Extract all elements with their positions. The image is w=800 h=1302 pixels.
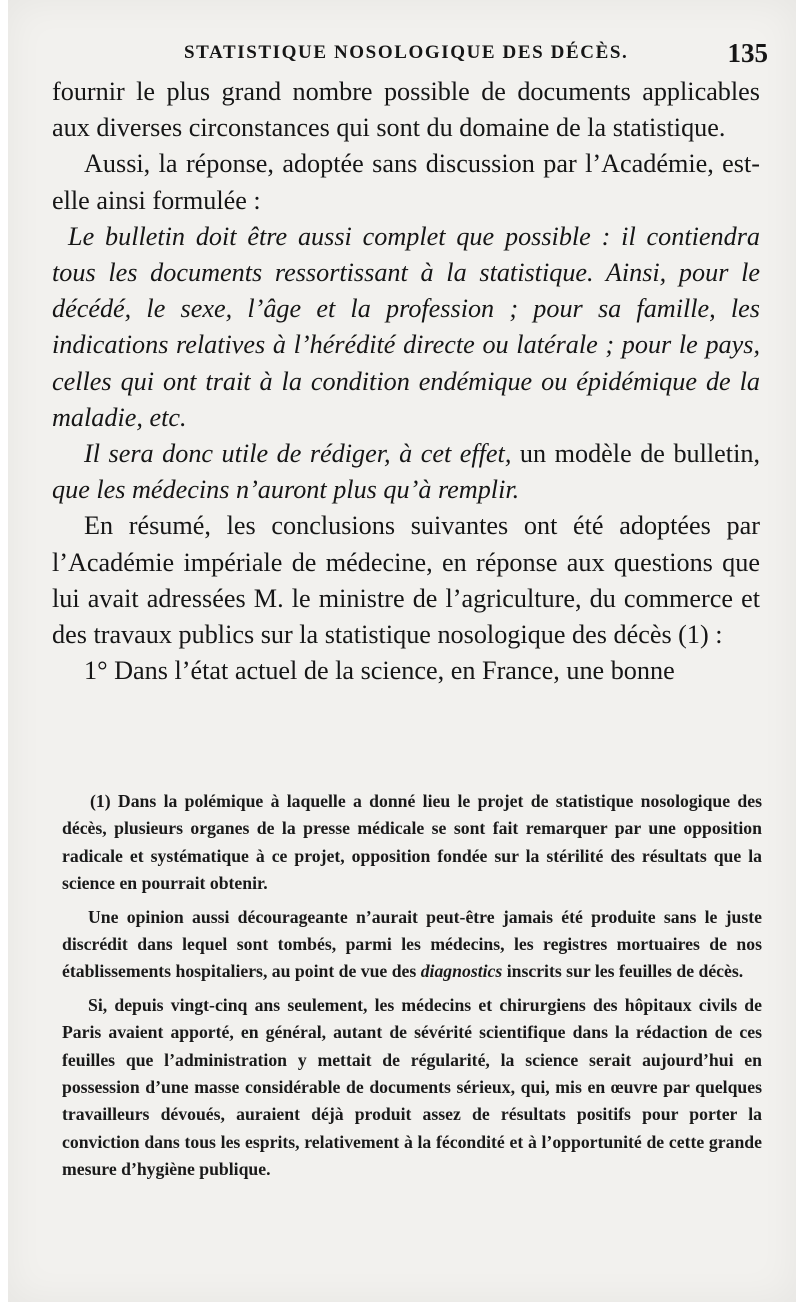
page-number: 135 (727, 38, 768, 68)
italic-phrase-rediger: Il sera donc utile de rédiger, à cet effet, (84, 439, 512, 469)
running-title: STATISTIQUE NOSOLOGIQUE DES DÉCÈS. (184, 42, 629, 63)
main-text (52, 74, 760, 689)
paragraph-conclusion-one: 1° Dans l’état actuel de la science, en France, une bonne (84, 656, 675, 686)
running-head (54, 38, 768, 68)
paragraph-modele-bulletin (52, 436, 760, 508)
footnote-opinion-end: inscrits sur les feuilles de décès. (502, 961, 744, 982)
paragraph-resume: En résumé, les conclusions suivantes ont été adoptées par l’Académie impériale de médecine, en réponse aux questions que lui avait adressées M. le ministre de l’agriculture, du commerce et des travaux publics sur la statistique nosologique des décès (1) : (52, 511, 760, 650)
book-page (8, 0, 796, 1302)
paragraph-continuation: fournir le plus grand nombre possible de documents applicables aux diverses circonstances qui sont du domaine de la statistique. (52, 77, 760, 143)
footnote-paragraph-hopitaux: Si, depuis vingt-cinq ans seulement, les médecins et chirurgiens des hôpitaux civils de Paris avaient apporté, en général, autant de sévérité scientifique dans la rédaction de ces feuilles que l’administration y mettait de régularité, la science serait aujourd’hui en possession d’une masse considérable de documents sérieux, qui, mis en œuvre par quelques travailleurs dévoués, auraient déjà produit assez de résultats positifs pour porter la conviction dans tous les esprits, relativement à la fécondité et à l’opportunité de cette grande mesure d’hygiène publique. (62, 994, 762, 1180)
roman-phrase-modele: un modèle de bulletin, (511, 439, 761, 469)
footnote-opinion-text: Une opinion aussi décourageante n’aurait peut-être jamais été produite sans le juste discrédit dans lequel sont tombés, parmi les médecins, les registres mortuaires de nos établissements hospitaliers, au point de vue des (62, 906, 762, 982)
footnote-paragraph-opinion (62, 904, 762, 986)
footnote-block (62, 788, 762, 1190)
footnote-italic-diagnostics: diagnostics (420, 961, 503, 982)
italic-phrase-remplir: que les médecins n’auront plus qu’à remplir. (52, 475, 520, 505)
paragraph-reponse: Aussi, la réponse, adoptée sans discussion par l’Académie, est-elle ainsi formulée : (52, 149, 760, 215)
paragraph-bulletin-quote: Le bulletin doit être aussi complet que possible : il contiendra tous les documents ressortissant à la statistique. Ainsi, pour le décédé, le sexe, l’âge et la profession ; pour sa famille, les indications relatives à l’hérédité directe ou latérale ; pour le pays, celles qui ont trait à la condition endémique ou épidémique de la maladie, etc. (52, 221, 760, 432)
footnote-one: (1) Dans la polémique à laquelle a donné lieu le projet de statistique nosologique des décès, plusieurs organes de la presse médicale se sont fait remarquer par une opposition radicale et systématique à ce projet, opposition fondée sur la stérilité des résultats que la science en pourrait obtenir. (62, 791, 762, 894)
